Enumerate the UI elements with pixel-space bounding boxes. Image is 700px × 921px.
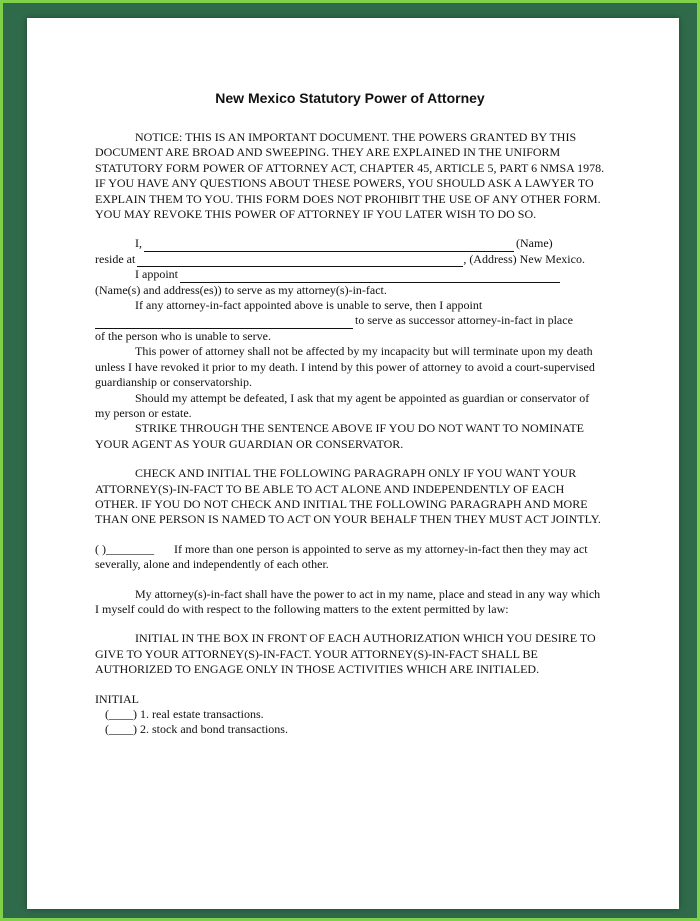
powers-paragraph: My attorney(s)-in-fact shall have the power to act in my name, place and stead in any way which I myself could do with respect to the following matters to the extent permitted by law:	[95, 586, 601, 616]
address-row	[95, 252, 605, 267]
address-label: , (Address) New Mexico.	[463, 251, 585, 266]
name-row	[95, 236, 605, 251]
several-text: If more than one person is appointed to serve as my attorney-in-fact then they may act severally, alone and independently of each other.	[95, 541, 588, 572]
name-label: (Name)	[516, 236, 553, 251]
initial-item-real-estate[interactable]: (____) 1. real estate transactions.	[105, 707, 264, 721]
successor-line1: If any attorney-in-fact appointed above is unable to serve, then I appoint	[135, 298, 483, 313]
successor-line3: of the person who is unable to serve.	[95, 328, 271, 343]
initial-item-stock-bond[interactable]: (____) 2. stock and bond transactions.	[105, 722, 288, 737]
several-paragraph	[95, 542, 605, 573]
successor-field[interactable]	[95, 317, 353, 329]
incapacity-paragraph: This power of attorney shall not be affected by my incapacity but will terminate upon my death unless I have revoked it prior to my death. I intend by this power of attorney to avoid a court-supervised guardianship or conservatorship.	[95, 344, 595, 390]
guardian-paragraph: Should my attempt be defeated, I ask that my agent be appointed as guardian or conservator of my person or estate.	[95, 390, 590, 420]
successor-row	[95, 313, 605, 328]
successor-line2: to serve as successor attorney-in-fact in place	[355, 313, 573, 328]
initial-heading: INITIAL	[95, 691, 139, 706]
appoint-row	[95, 267, 605, 282]
notice-paragraph: NOTICE: THIS IS AN IMPORTANT DOCUMENT. THE POWERS GRANTED BY THIS DOCUMENT ARE BROAD AND SWEEPING. THEY ARE EXPLAINED IN THE UNIFORM STATUTORY FORM POWER OF ATTORNEY ACT, CHAPTER 45, ARTICLE 5, PART 6 NMSA 1978. IF YOU HAVE ANY QUESTIONS ABOUT THESE POWERS, YOU SHOULD ASK A LAWYER TO EXPLAIN THEM TO YOU. THIS FORM DOES NOT PROHIBIT THE USE OF ANY OTHER FORM. YOU MAY REVOKE THIS POWER OF ATTORNEY IF YOU LATER WISH TO DO SO.	[95, 130, 605, 222]
check-initial-paragraph: CHECK AND INITIAL THE FOLLOWING PARAGRAPH ONLY IF YOU WANT YOUR ATTORNEY(S)-IN-FACT TO BE ABLE TO ACT ALONE AND INDEPENDENTLY OF EACH OTHER. IF YOU DO NOT CHECK AND INITIAL THE FOLLOWING PARAGRAPH AND MORE THAN ONE PERSON IS NAMED TO ACT ON YOUR BEHALF THEN THEY MUST ACT JOINTLY.	[95, 466, 601, 527]
appoint-line2: (Name(s) and address(es)) to serve as my attorney(s)-in-fact.	[95, 282, 387, 297]
appoint-label: I appoint	[135, 267, 178, 282]
document-title: New Mexico Statutory Power of Attorney	[215, 90, 485, 106]
initial-box-notice: INITIAL IN THE BOX IN FRONT OF EACH AUTHORIZATION WHICH YOU DESIRE TO GIVE TO YOUR ATTORNEY(S)-IN-FACT. YOUR ATTORNEY(S)-IN-FACT SHALL BE AUTHORIZED TO ENGAGE ONLY IN THOSE ACTIVITIES WHICH ARE INITIALED.	[95, 631, 596, 677]
appointee-field[interactable]	[180, 271, 560, 283]
name-field[interactable]	[144, 240, 514, 252]
strike-paragraph: STRIKE THROUGH THE SENTENCE ABOVE IF YOU DO NOT WANT TO NOMINATE YOUR AGENT AS YOUR GUARDIAN OR CONSERVATOR.	[95, 421, 585, 451]
document-body	[95, 130, 605, 738]
reside-label: reside at	[95, 251, 136, 266]
i-label: I,	[135, 236, 142, 251]
several-initial-box[interactable]: ( )________	[95, 541, 154, 556]
address-field[interactable]	[137, 255, 463, 267]
